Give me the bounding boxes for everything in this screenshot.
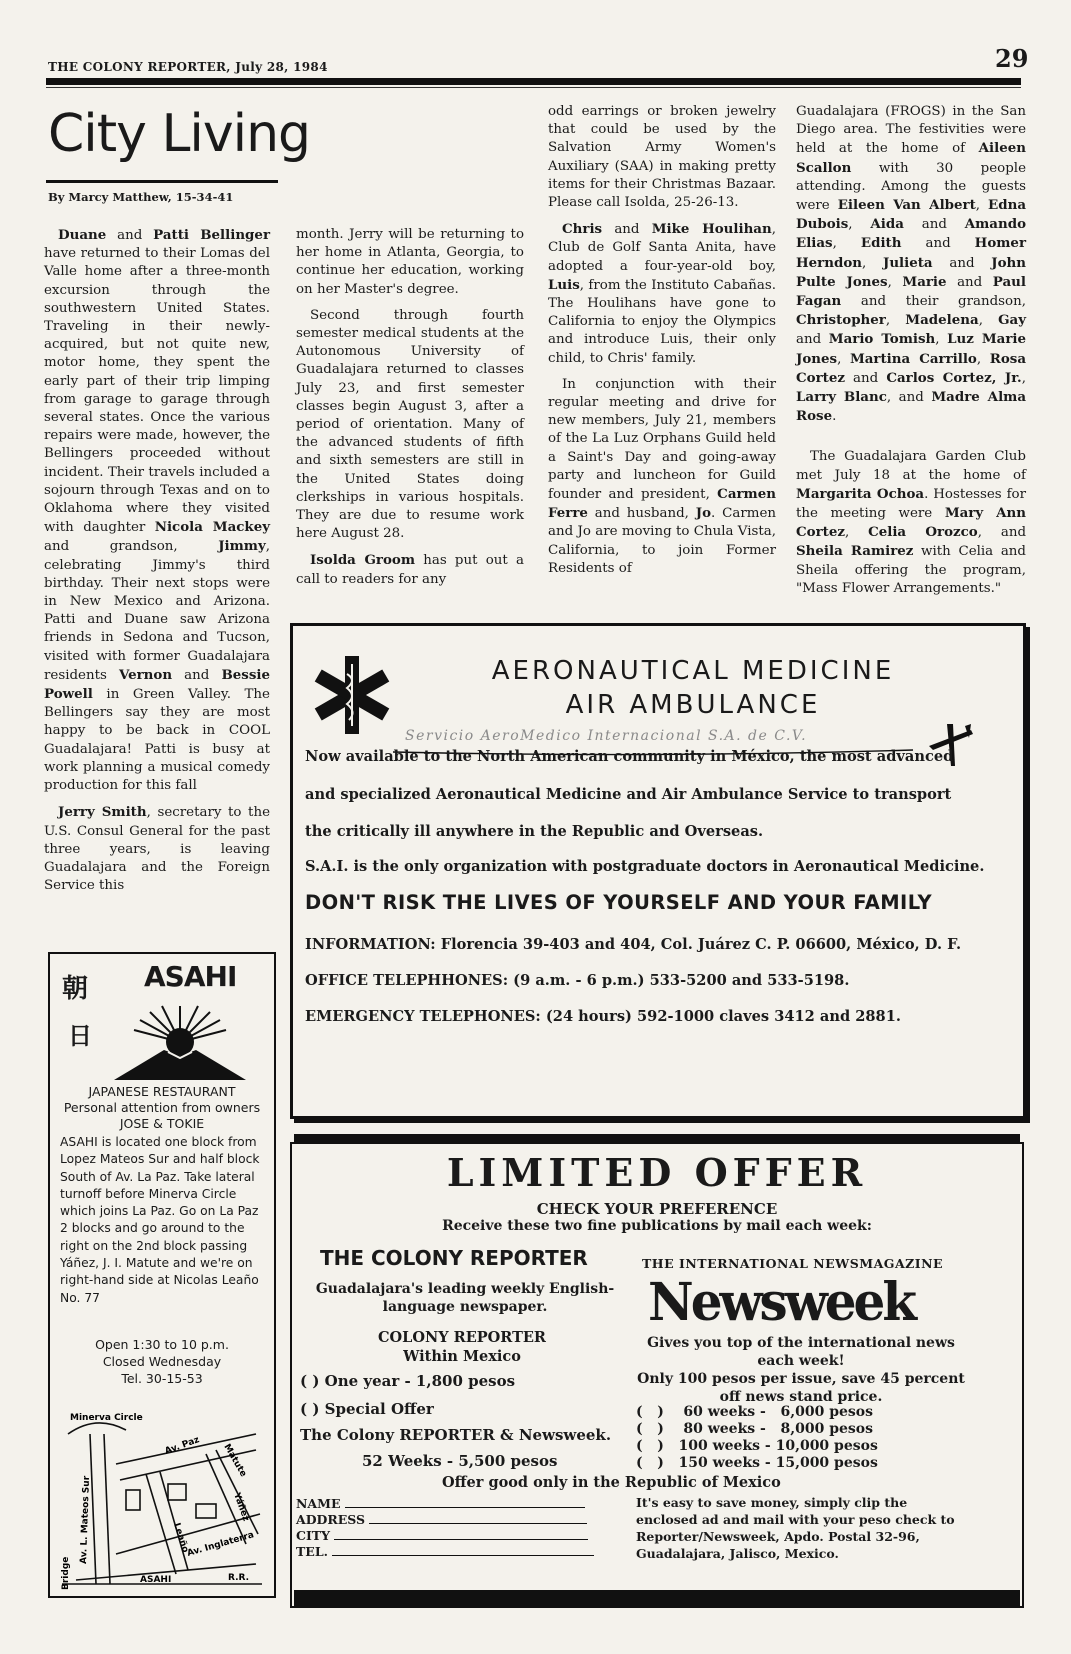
paragraph: In conjunction with their regular meeting and drive for new members, July 21, members of the La Luz Orphans Guild held a Saint's Day and going-away party and luncheon for Guild founder and president, Carmen Ferre and husband, Jo. Carmen and Jo are moving to Chula Vista, California, to join Former Residents of: [548, 376, 776, 576]
ad-slogan: DON'T RISK THE LIVES OF YOURSELF AND YOUR FAMILY: [305, 891, 933, 914]
tel-field[interactable]: [296, 1544, 594, 1559]
offer-subtitle-2: Receive these two fine publications by mail each week:: [442, 1218, 872, 1234]
paragraph: month. Jerry will be returning to her home in Atlanta, Georgia, to continue her education, working on her Master's degree.: [296, 227, 524, 297]
combo-price: 52 Weeks - 5,500 pesos: [362, 1452, 558, 1470]
newsweek-logo: Newsweek: [648, 1270, 915, 1333]
cr-within: Within Mexico: [403, 1348, 521, 1365]
ad-info: INFORMATION: Florencia 39-403 and 404, Col. Juárez C. P. 06600, México, D. F.: [305, 936, 962, 953]
paragraph: Isolda Groom has put out a call to readers for any: [296, 552, 524, 587]
option-special[interactable]: ( ) Special Offer: [300, 1400, 434, 1418]
hours-open: Open 1:30 to 10 p.m.: [95, 1337, 229, 1352]
article-column-2: [296, 226, 524, 589]
article-column-4: [796, 103, 1026, 598]
name-label: NAME: [296, 1496, 341, 1511]
byline: By Marcy Matthew, 15-34-41: [48, 190, 234, 204]
map-label-matute: Matute: [221, 1442, 249, 1479]
rising-sun-icon: [110, 1002, 250, 1082]
newsweek-price-list: [636, 1404, 878, 1472]
paragraph: Duane and Patti Bellinger have returned to their Lomas del Valle home after a three-month excursion through the southwestern United States. Traveling in their newly-acquired, but not quite new, motor home, they spent the early part of their trip limping from garage to garage through several states. Once the various repairs were made, however, the Bellingers proceeded without incident. Their travels included a sojourn through Texas and on to Oklahoma where they visited with daughter Nicola Mackey and grandson, Jimmy, celebrating Jimmy's third birthday. Their next stops were in New Mexico and Arizona. Patti and Duane saw Arizona friends in Sedona and Tucson, visited with former Guadalajara residents Vernon and Bessie Powell in Green Valley. The Bellingers say they are most happy to be back in COOL Guadalajara! Patti is busy at work planning a musical comedy production for this fall: [44, 227, 270, 794]
option-one-year[interactable]: ( ) One year - 1,800 pesos: [300, 1372, 516, 1390]
ad-title-line1: AERONAUTICAL MEDICINE: [491, 656, 895, 686]
colony-reporter-name: [292, 1328, 632, 1366]
hours-block: [50, 1336, 274, 1387]
paragraph: Chris and Mike Houlihan, Club de Golf Santa Anita, have adopted a four-year-old boy, Luis, from the Instituto Cabañas. The Houlihans have gone to California to enjoy the Olympics and introduce Luis, their only child, to Chris' family.: [548, 221, 776, 366]
paragraph: Second through fourth semester medical students at the Autonomous University of Guadalajara returned to classes July 23, and first semester classes begin August 3, after a period of orientation. Many of the advanced students of fifth and sixth semesters are still in the United States doing clerkships in various hospitals. They are due to resume work here August 28.: [296, 307, 524, 542]
hours-closed: Closed Wednesday: [102, 1354, 222, 1369]
colony-reporter-desc: Guadalajara's leading weekly English-language newspaper.: [315, 1281, 615, 1315]
map-label-leano: Leaño: [171, 1521, 191, 1554]
cr-name: COLONY REPORTER: [378, 1329, 546, 1346]
ad-emergency-phones: EMERGENCY TELEPHONES: (24 hours) 592-1000 claves 3412 and 2881.: [305, 1008, 901, 1025]
directions-text: ASAHI is located one block from Lopez Mateos Sur and half block South of Av. La Paz. Take lateral turnoff before Minerva Circle which joins La Paz. Go on La Paz 2 blocks and go around to the right on the 2nd block passing Yáñez, J. I. Matute and we're on right-hand side at Nicolas Leaño No. 77: [60, 1135, 260, 1305]
combo-line: The Colony REPORTER & Newsweek.: [300, 1426, 612, 1444]
ad-text-p2: S.A.I. is the only organization with postgraduate doctors in Aeronautical Medicine.: [305, 858, 985, 875]
ad-office-phones: OFFICE TELEPHHONES: (9 a.m. - 6 p.m.) 533-5200 and 533-5198.: [305, 972, 850, 989]
location-map: [56, 1394, 268, 1592]
company-name-script: Servicio AeroMedico Internacional S.A. de C.V.: [405, 728, 808, 744]
map-label-rr: R.R.: [228, 1573, 250, 1583]
ad-text-p1a: Now available to the North American community in México, the most advanced: [305, 748, 954, 765]
price-option[interactable]: ( ) 100 weeks - 10,000 pesos: [636, 1438, 878, 1454]
phone: Tel. 30-15-53: [121, 1371, 203, 1386]
kanji-hi: 日: [68, 1021, 92, 1050]
page-number: 29: [995, 44, 1029, 73]
section-rule: [46, 180, 278, 183]
price-option[interactable]: ( ) 60 weeks - 6,000 pesos: [636, 1404, 873, 1420]
restaurant-type: JAPANESE RESTAURANT: [88, 1084, 236, 1099]
offer-title: LIMITED OFFER: [446, 1150, 868, 1195]
kanji-asa: 朝: [62, 974, 89, 1004]
name-field[interactable]: [296, 1496, 585, 1511]
newsweek-heading: THE INTERNATIONAL NEWSMAGAZINE: [642, 1256, 944, 1271]
map-label-paz: Av. Paz: [163, 1435, 201, 1457]
masthead: THE COLONY REPORTER, July 28, 1984: [48, 60, 328, 74]
attention-line: Personal attention from owners: [63, 1100, 261, 1115]
ad-title-line2: AIR AMBULANCE: [565, 690, 821, 720]
city-field[interactable]: [296, 1528, 588, 1543]
header-rule: [46, 78, 1021, 85]
map-label-lopez: Av. L. Mateos Sur: [79, 1475, 93, 1565]
newsweek-desc: [636, 1334, 966, 1406]
offer-subtitle: CHECK YOUR PREFERENCE: [536, 1200, 778, 1218]
newsweek-desc-1: Gives you top of the international news each week!: [647, 1335, 955, 1369]
owners-line: JOSE & TOKIE: [119, 1116, 205, 1131]
header-rule-thin: [46, 87, 1021, 88]
paragraph: Jerry Smith, secretary to the U.S. Consul General for the past three years, is leaving Guadalajara and the Foreign Service this: [44, 804, 270, 894]
offer-bottom-bar: [294, 1590, 1020, 1606]
address-field[interactable]: [296, 1512, 587, 1527]
tel-label: TEL.: [296, 1544, 328, 1559]
ad-text-p1c: the critically ill anywhere in the Republic and Overseas.: [305, 823, 764, 840]
address-label: ADDRESS: [296, 1512, 366, 1527]
restaurant-name: ASAHI: [144, 960, 237, 993]
map-label-bridge: Bridge: [61, 1556, 71, 1590]
article-column-3: [548, 103, 776, 578]
colony-reporter-heading: THE COLONY REPORTER: [320, 1246, 588, 1270]
ad-text-p1b: and specialized Aeronautical Medicine and Air Ambulance Service to transport: [305, 786, 952, 803]
paragraph: The Guadalajara Garden Club met July 18 at the home of Margarita Ochoa. Hostesses for the meeting were Mary Ann Cortez, Celia Orozco, and Sheila Ramirez with Celia and Sheila offering the program, "Mass Flower Arrangements.": [796, 449, 1027, 596]
map-label-yanez: Yáñez: [231, 1491, 251, 1523]
paragraph: Guadalajara (FROGS) in the San Diego area. The festivities were held at the home of Aileen Scallon with 30 people attending. Among the guests were Eileen Van Albert, Edna Dubois, Aida and Amando Elias, Edith and Homer Herndon, Julieta and John Pulte Jones, Marie and Paul Fagan and their grandson, Christopher, Madelena, Gay and Mario Tomish, Luz Marie Jones, Martina Carrillo, Rosa Cortez and Carlos Cortez, Jr., Larry Blanc, and Madre Alma Rose.: [796, 104, 1027, 425]
map-label-inglaterra: Av. Inglaterra: [186, 1530, 256, 1559]
aero-medicine-ad: [290, 623, 1026, 1119]
price-option[interactable]: ( ) 80 weeks - 8,000 pesos: [636, 1421, 873, 1437]
map-label-asahi: ASAHI: [140, 1575, 172, 1585]
clip-instructions: It's easy to save money, simply clip the enclosed ad and mail with your peso check to Reporter/Newsweek, Apdo. Postal 32-96, Guadalajara, Jalisco, Mexico.: [636, 1495, 955, 1561]
city-label: CITY: [296, 1528, 331, 1543]
limited-offer-ad: [290, 1142, 1024, 1608]
section-title: City Living: [48, 104, 311, 164]
article-column-1: [44, 226, 270, 895]
price-option[interactable]: ( ) 150 weeks - 15,000 pesos: [636, 1455, 878, 1471]
offer-valid: Offer good only in the Republic of Mexico: [442, 1474, 781, 1491]
paragraph: odd earrings or broken jewelry that could be used by the Salvation Army Women's Auxiliary (SAA) in making pretty items for their Christmas Bazaar. Please call Isolda, 25-26-13.: [548, 104, 776, 211]
map-label-minerva: Minerva Circle: [70, 1413, 143, 1423]
asahi-ad: [48, 952, 276, 1598]
newsweek-desc-2: Only 100 pesos per issue, save 45 percent off news stand price.: [637, 1371, 965, 1405]
